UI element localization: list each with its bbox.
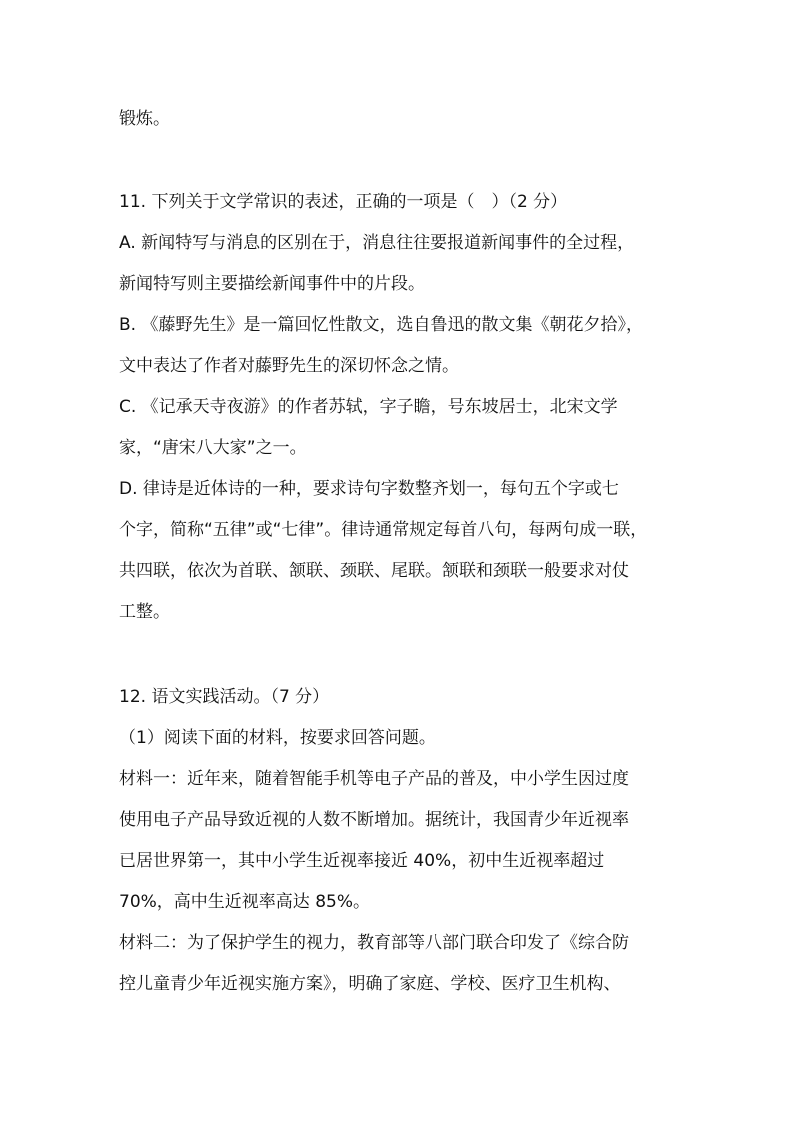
question-11-option-d-line-1: D. 律诗是近体诗的一种，要求诗句字数整齐划一，每句五个字或七 xyxy=(119,479,619,499)
intro-tail-line: 锻炼。 xyxy=(119,109,170,129)
question-11-option-d-line-3: 共四联，依次为首联、颔联、颈联、尾联。颔联和颈联一般要求对仗 xyxy=(119,561,629,581)
question-11-option-b-line-2: 文中表达了作者对藤野先生的深切怀念之情。 xyxy=(119,356,459,376)
material-1-line-3: 已居世界第一，其中小学生近视率接近 40%，初中生近视率超过 xyxy=(119,851,605,871)
question-11-option-c-line-1: C. 《记承天寺夜游》的作者苏轼，字子瞻，号东坡居士，北宋文学 xyxy=(119,397,618,417)
question-11-option-d-line-4: 工整。 xyxy=(119,602,170,622)
question-11-option-a-line-1: A. 新闻特写与消息的区别在于，消息往往要报道新闻事件的全过程， xyxy=(119,233,635,253)
material-2-line-1: 材料二：为了保护学生的视力，教育部等八部门联合印发了《综合防 xyxy=(119,933,629,953)
question-11-stem: 11. 下列关于文学常识的表述，正确的一项是（ ）（2 分） xyxy=(119,192,568,212)
material-1-line-1: 材料一：近年来，随着智能手机等电子产品的普及，中小学生因过度 xyxy=(119,769,629,789)
question-11-option-c-line-2: 家，“唐宋八大家”之一。 xyxy=(119,438,307,458)
question-11-option-a-line-2: 新闻特写则主要描绘新闻事件中的片段。 xyxy=(119,274,425,294)
question-11-option-b-line-1: B. 《藤野先生》是一篇回忆性散文，选自鲁迅的散文集《朝花夕拾》， xyxy=(119,315,643,335)
question-12-sub-1: （1）阅读下面的材料，按要求回答问题。 xyxy=(119,728,436,748)
material-1-line-4: 70%，高中生近视率高达 85%。 xyxy=(119,892,370,912)
material-1-line-2: 使用电子产品导致近视的人数不断增加。据统计，我国青少年近视率 xyxy=(119,810,629,830)
question-11-option-d-line-2: 个字，简称“五律”或“七律”。律诗通常规定每首八句，每两句成一联， xyxy=(119,520,648,540)
question-12-stem: 12. 语文实践活动。（7 分） xyxy=(119,687,330,707)
material-2-line-2: 控儿童青少年近视实施方案》，明确了家庭、学校、医疗卫生机构、 xyxy=(119,974,621,994)
